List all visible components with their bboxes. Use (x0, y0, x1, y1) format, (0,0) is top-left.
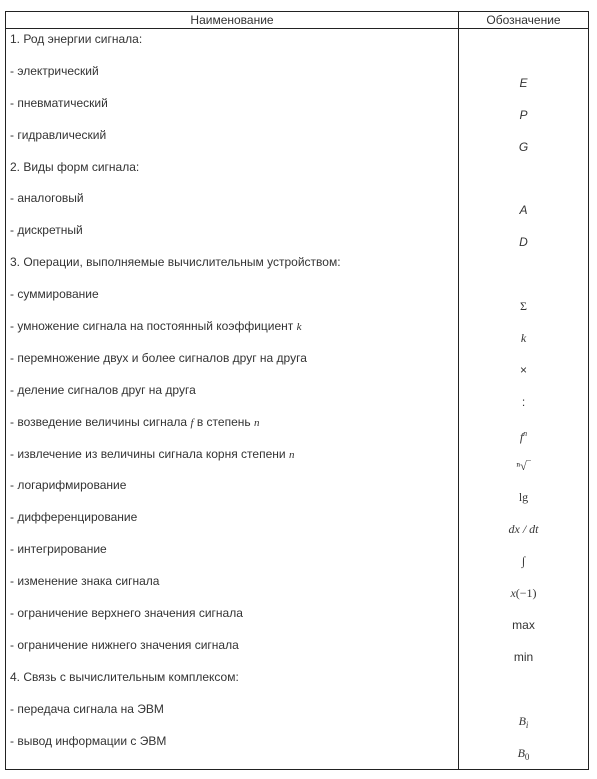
row-name: 2. Виды форм сигнала: (10, 159, 140, 174)
header-symbol: Обозначение (486, 13, 561, 27)
colon-symbol: : (521, 394, 526, 409)
table-row (6, 447, 458, 479)
symbol-subscript: i (525, 719, 529, 730)
row-name: - аналоговый (10, 191, 84, 206)
times-symbol: × (519, 362, 527, 377)
table-row (459, 319, 588, 351)
table-row (6, 734, 458, 766)
table-row (6, 638, 458, 670)
symbol-base: B (518, 713, 526, 728)
symbol-subscript: 0 (524, 751, 530, 762)
row-name-text: - умножение сигнала на постоянный коэффициент (10, 319, 294, 334)
power-exponent: n (523, 428, 528, 438)
table-row (6, 255, 458, 287)
table-header (6, 12, 588, 29)
table-row (459, 542, 588, 574)
symbol-base: B (517, 745, 525, 760)
row-name: - перемножение двух и более сигналов друг на друга (10, 350, 307, 365)
table-row (6, 542, 458, 574)
table-row (459, 670, 588, 702)
table-row (6, 287, 458, 319)
table-row (459, 606, 588, 638)
table-row (459, 255, 588, 287)
row-name: 1. Род энергии сигнала: (10, 32, 143, 46)
integral-symbol: ∫ (521, 554, 526, 569)
table-row (459, 383, 588, 415)
row-name-var: k (296, 321, 302, 334)
row-name: - пневматический (10, 95, 108, 110)
row-name: - вывод информации с ЭВМ (10, 733, 167, 748)
row-symbol: lg (518, 490, 529, 505)
row-name: - суммирование (10, 287, 99, 302)
row-name: - передача сигнала на ЭВМ (10, 701, 164, 716)
sign-suffix: (−1) (515, 586, 537, 601)
table-row (459, 574, 588, 606)
row-name-suffix: в степень (196, 414, 251, 429)
table-row (6, 606, 458, 638)
table-row (459, 191, 588, 223)
table-row (6, 319, 458, 351)
row-symbol: E (519, 75, 528, 90)
table-row (459, 96, 588, 128)
row-symbol (459, 702, 588, 732)
root-symbol: ⁿ√‾ (516, 458, 531, 473)
row-symbol (459, 255, 588, 267)
symbol-column (459, 29, 588, 770)
sign-var: x (510, 586, 516, 601)
row-symbol: min (513, 649, 534, 664)
row-name (6, 319, 458, 334)
table-row (6, 670, 458, 702)
table-row (6, 160, 458, 192)
table-row (6, 383, 458, 415)
row-symbol (459, 734, 588, 764)
table-row (6, 96, 458, 128)
power-base: f (519, 429, 524, 444)
table-row (459, 287, 588, 319)
table-row (6, 191, 458, 223)
row-name: - электрический (10, 63, 99, 78)
row-symbol (459, 574, 588, 600)
table-row (459, 128, 588, 160)
row-name (6, 415, 458, 430)
name-column (6, 29, 459, 770)
table-row (459, 223, 588, 255)
table-row (6, 574, 458, 606)
table-row (459, 160, 588, 192)
row-symbol: G (518, 139, 529, 154)
row-name: 3. Операции, выполняемые вычислительным устройством: (10, 255, 341, 270)
row-name-var2: n (253, 416, 260, 429)
row-name: - логарифмирование (10, 478, 127, 493)
table-row (459, 638, 588, 670)
row-symbol: k (520, 331, 527, 346)
table-row (6, 128, 458, 160)
table-row (459, 734, 588, 766)
table-row (6, 32, 458, 64)
table-row (459, 351, 588, 383)
row-symbol (459, 415, 588, 444)
row-name: - дифференцирование (10, 510, 138, 525)
row-name: 4. Связь с вычислительным комплексом: (10, 669, 239, 684)
table-row (459, 702, 588, 734)
row-symbol: P (519, 107, 528, 122)
table-row (6, 64, 458, 96)
row-name: - ограничение верхнего значения сигнала (10, 606, 243, 621)
row-name: - деление сигналов друг на друга (10, 382, 196, 397)
row-name-var: f (190, 416, 194, 429)
row-name-text: - извлечение из величины сигнала корня степени (10, 446, 286, 461)
table-body (6, 29, 588, 770)
table-row (459, 415, 588, 447)
row-name-var: n (288, 448, 295, 461)
table-row (6, 510, 458, 542)
designation-table (5, 11, 589, 770)
table-row (459, 64, 588, 96)
row-name-text: - возведение величины сигнала (10, 414, 188, 429)
row-symbol: max (512, 618, 535, 633)
row-symbol: A (519, 203, 528, 218)
row-name: - ограничение нижнего значения сигнала (10, 637, 239, 652)
table-row (6, 351, 458, 383)
row-symbol (459, 160, 588, 172)
table-row (459, 478, 588, 510)
header-name: Наименование (6, 12, 459, 28)
row-name: - изменение знака сигнала (10, 574, 160, 589)
row-symbol (459, 32, 588, 44)
table-row (459, 447, 588, 479)
sigma-symbol: Σ (520, 299, 527, 314)
table-row (6, 415, 458, 447)
table-row (6, 478, 458, 510)
table-row (6, 702, 458, 734)
row-name: - интегрирование (10, 542, 107, 557)
row-name: - гидравлический (10, 127, 107, 142)
row-name (6, 447, 458, 462)
table-row (459, 32, 588, 64)
row-name: - дискретный (10, 223, 83, 238)
row-symbol: dx / dt (508, 522, 539, 537)
table-row (459, 510, 588, 542)
row-symbol: D (519, 235, 528, 250)
row-symbol (459, 670, 588, 682)
table-row (6, 223, 458, 255)
